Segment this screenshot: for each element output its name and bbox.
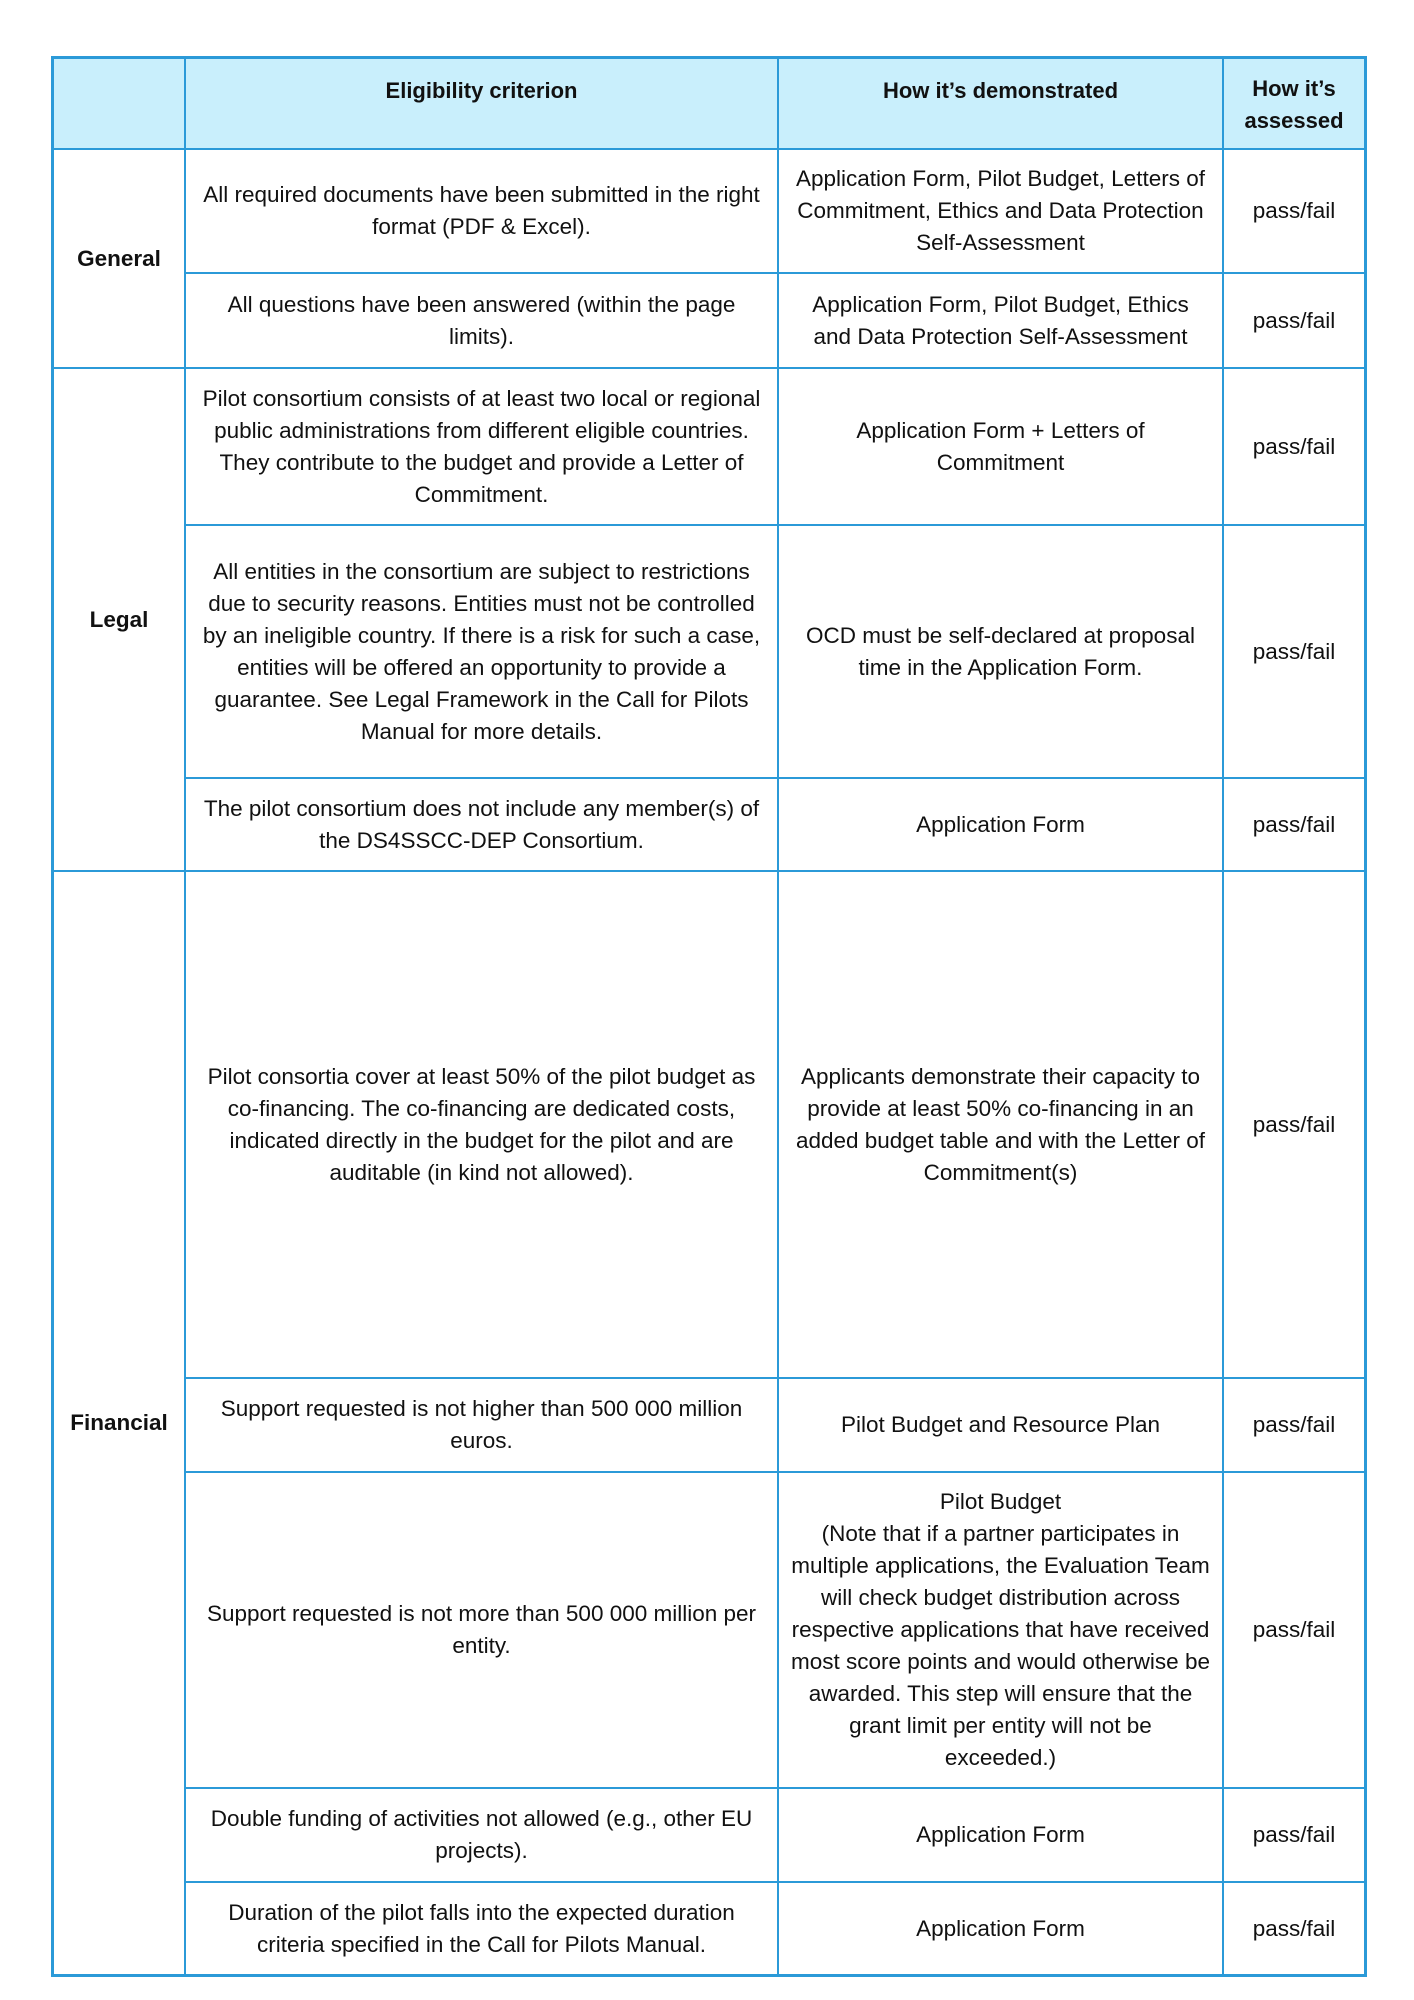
demonstrated-cell: Application Form + Letters of Commitment [779, 369, 1222, 524]
assessed-cell: pass/fail [1224, 150, 1364, 272]
criterion-cell: All entities in the consortium are subject to restrictions due to security reasons. Entities must not be controlled by an ineligible country. If there is a risk for such a case, entities will be offered an opportunity to provide a guarantee. See Legal Framework in the Call for Pilots Manual for more details. [186, 526, 777, 777]
criterion-cell: Pilot consortium consists of at least two local or regional public administrations from different eligible countries. They contribute to the budget and provide a Letter of Commitment. [186, 369, 777, 524]
assessed-cell: pass/fail [1224, 369, 1364, 524]
assessed-cell: pass/fail [1224, 526, 1364, 777]
criterion-cell: Double funding of activities not allowed (e.g., other EU projects). [186, 1789, 777, 1881]
demonstrated-cell: Pilot Budget and Resource Plan [779, 1379, 1222, 1471]
criterion-cell: Pilot consortia cover at least 50% of the pilot budget as co-financing. The co-financing are dedicated costs, indicated directly in the budget for the pilot and are auditable (in kind not allowed). [186, 872, 777, 1377]
demonstrated-cell: Application Form [779, 779, 1222, 870]
criterion-cell: Support requested is not more than 500 000 million per entity. [186, 1473, 777, 1787]
assessed-cell: pass/fail [1224, 1883, 1364, 1974]
header-how-demonstrated: How it’s demonstrated [779, 59, 1222, 148]
demonstrated-cell: Application Form, Pilot Budget, Ethics and Data Protection Self-Assessment [779, 274, 1222, 367]
category-legal: Legal [54, 369, 184, 870]
eligibility-table [51, 56, 1367, 1977]
assessed-cell: pass/fail [1224, 872, 1364, 1377]
assessed-cell: pass/fail [1224, 1379, 1364, 1471]
header-blank [54, 59, 184, 148]
category-financial: Financial [54, 872, 184, 1974]
criterion-cell: Support requested is not higher than 500 000 million euros. [186, 1379, 777, 1471]
demonstrated-cell: OCD must be self-declared at proposal time in the Application Form. [779, 526, 1222, 777]
criterion-cell: The pilot consortium does not include any member(s) of the DS4SSCC-DEP Consortium. [186, 779, 777, 870]
assessed-cell: pass/fail [1224, 1789, 1364, 1881]
assessed-cell: pass/fail [1224, 1473, 1364, 1787]
criterion-cell: Duration of the pilot falls into the expected duration criteria specified in the Call for Pilots Manual. [186, 1883, 777, 1974]
demonstrated-cell: Application Form [779, 1789, 1222, 1881]
assessed-cell: pass/fail [1224, 779, 1364, 870]
criterion-cell: All questions have been answered (within the page limits). [186, 274, 777, 367]
demonstrated-cell: Applicants demonstrate their capacity to provide at least 50% co-financing in an added budget table and with the Letter of Commitment(s) [779, 872, 1222, 1377]
category-general: General [54, 150, 184, 367]
demonstrated-cell: Application Form [779, 1883, 1222, 1974]
demonstrated-cell: Application Form, Pilot Budget, Letters of Commitment, Ethics and Data Protection Self-Assessment [779, 150, 1222, 272]
criterion-cell: All required documents have been submitted in the right format (PDF & Excel). [186, 150, 777, 272]
assessed-cell: pass/fail [1224, 274, 1364, 367]
demonstrated-cell: Pilot Budget (Note that if a partner participates in multiple applications, the Evaluation Team will check budget distribution across respective applications that have received most score points and would otherwise be awarded. This step will ensure that the grant limit per entity will not be exceeded.) [779, 1473, 1222, 1787]
header-eligibility-criterion: Eligibility criterion [186, 59, 777, 148]
header-how-assessed: How it’s assessed [1224, 59, 1364, 148]
